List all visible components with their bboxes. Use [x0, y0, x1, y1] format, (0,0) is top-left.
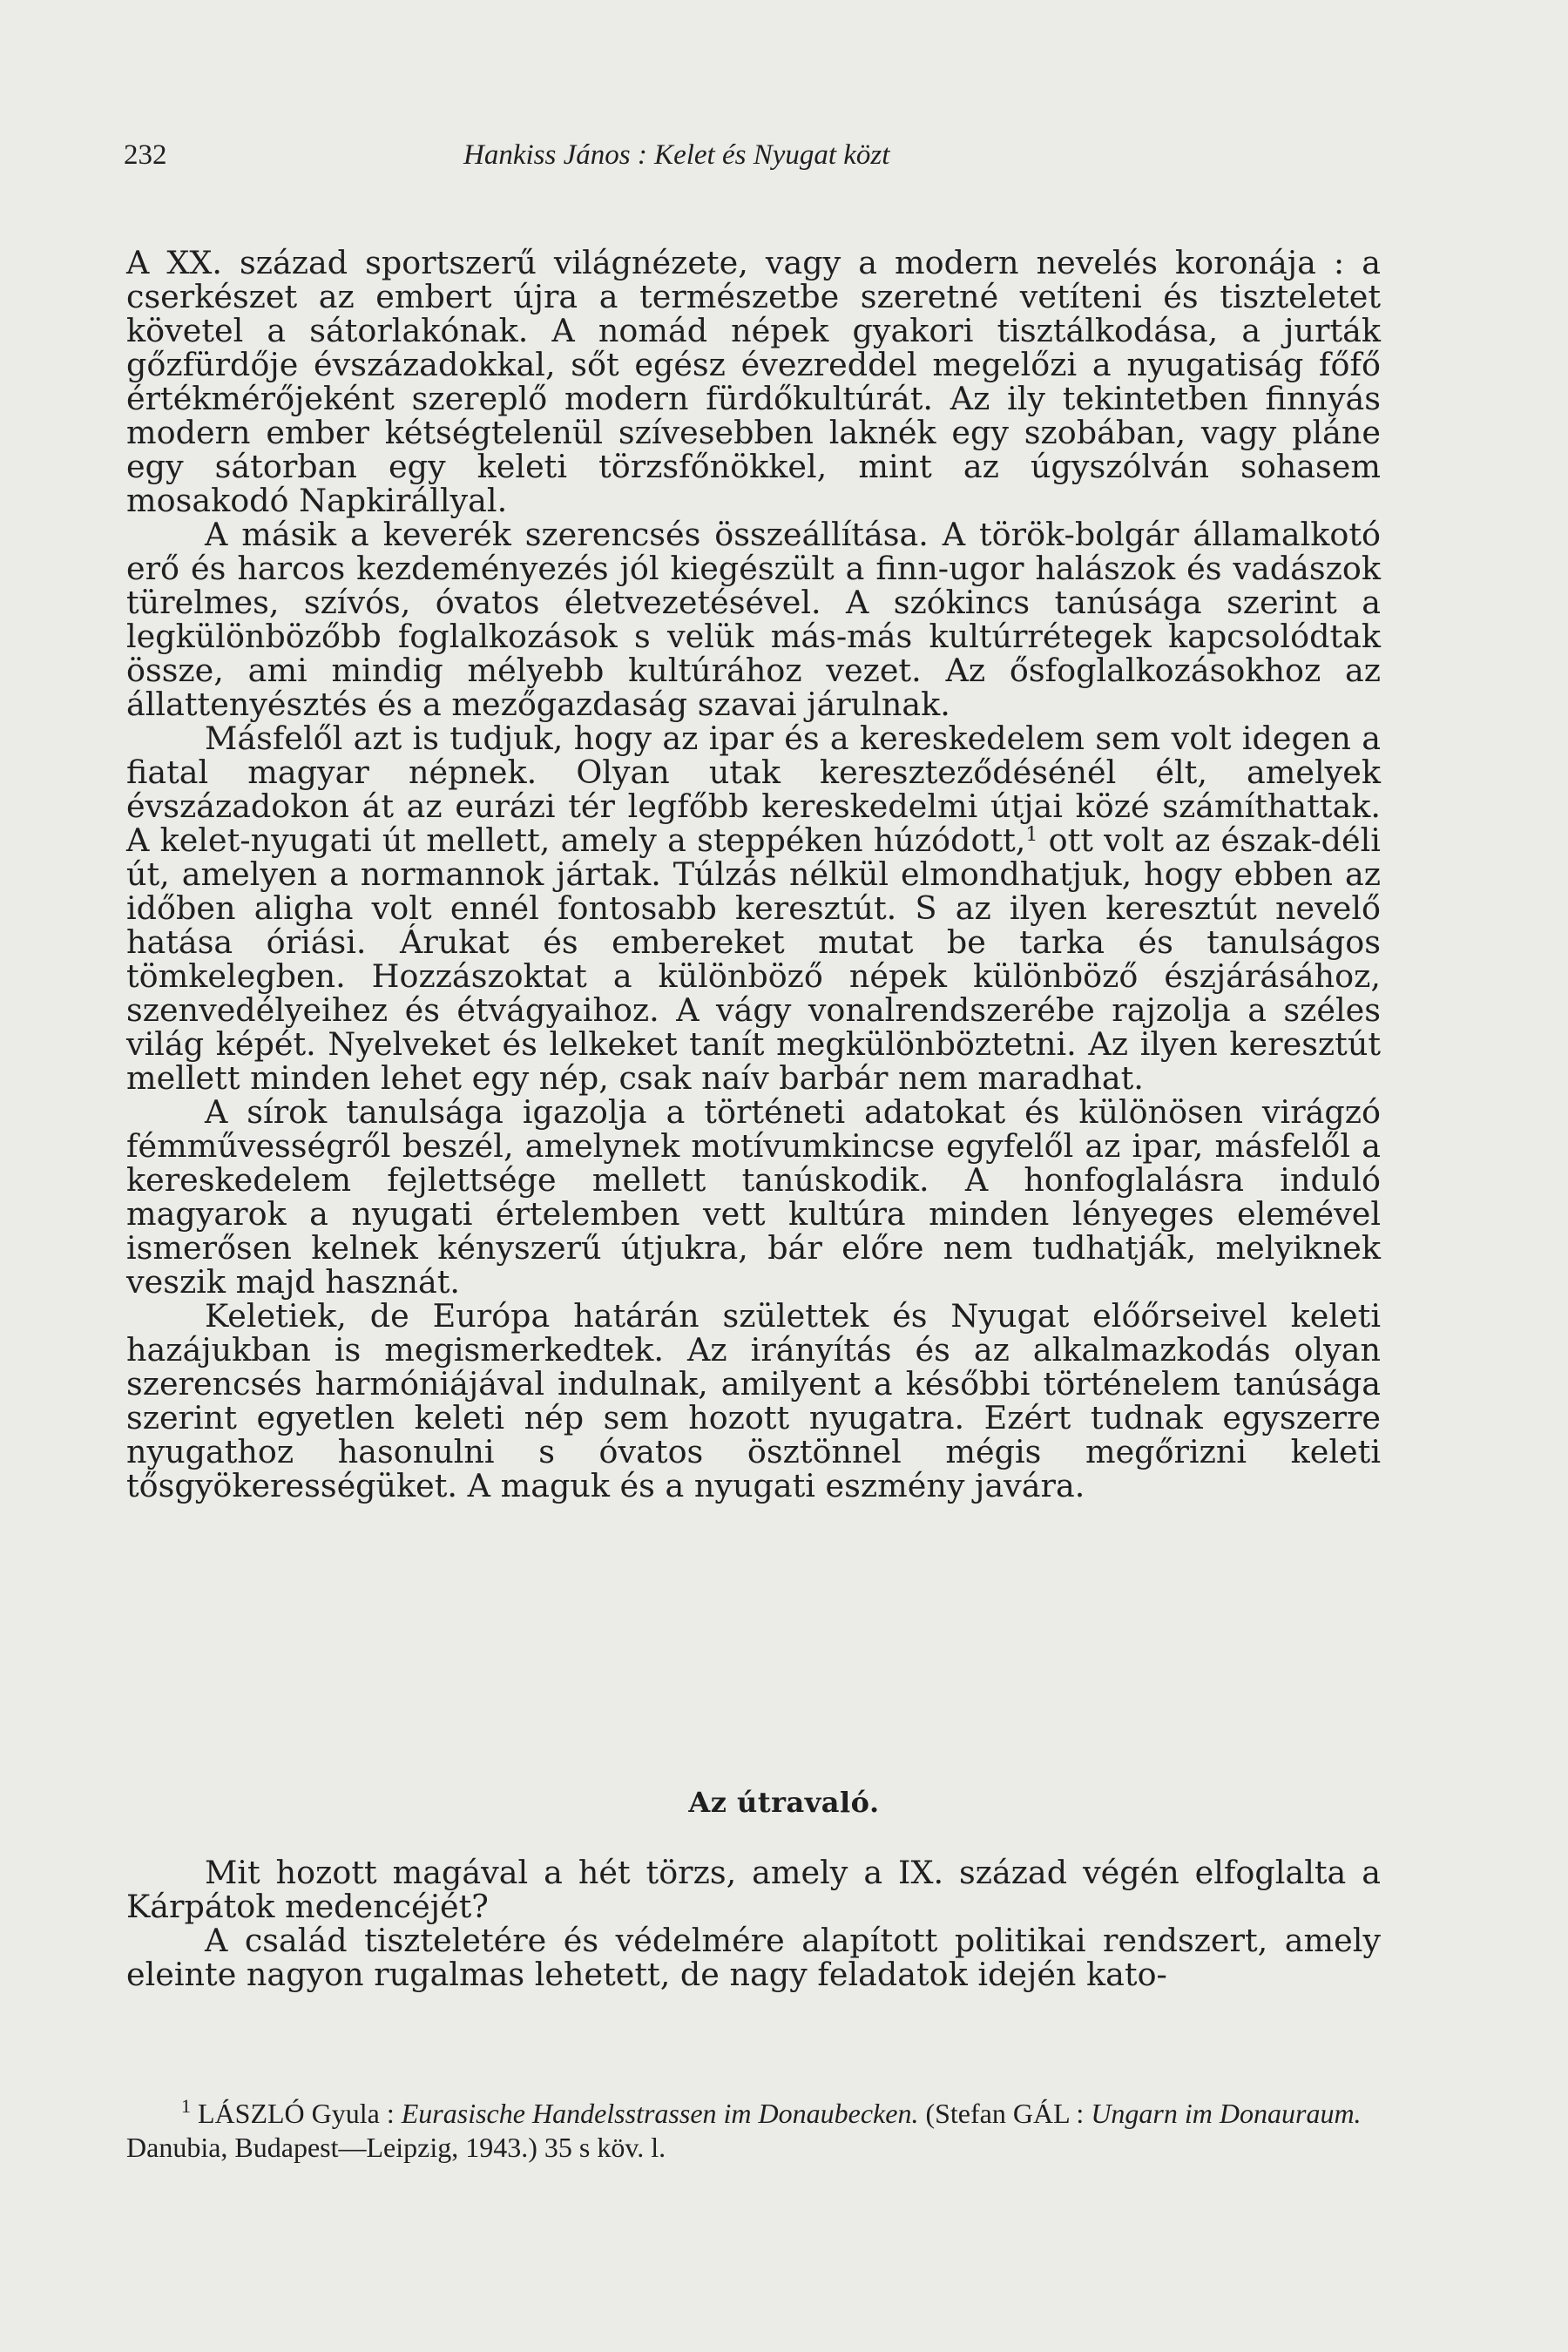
- main-text: [126, 246, 1381, 1503]
- footnote: [126, 2097, 1381, 2165]
- paragraph: A másik a keverék szerencsés összeállítása. A török-bolgár államalkotó erő és harcos kezdeményezés jól kiegészült a finn-ugor halászok és vadászok türelmes, szívós, óvatos életvezetésével. A szókincs tanúsága szerint a legkülönbözőbb foglalkozások s velük más-más kultúrrétegek kapcsolódtak össze, ami mindig mélyebb kultúrához vezet. Az ősfoglalkozásokhoz az állattenyésztés és a mezőgazdaság szavai járulnak.: [126, 516, 1381, 723]
- running-header: [124, 129, 1378, 181]
- footnote-author: LÁSZLÓ Gyula :: [198, 2098, 395, 2129]
- footnote-work-title: Eurasische Handelsstrassen im Donaubecken.: [401, 2098, 919, 2129]
- paragraph: Keletiek, de Európa határán születtek és Nyugat előőrseivel keleti hazájukban is megismerkedtek. Az irányítás és az alkalmazkodás olyan szerencsés harmóniájával indulnak, amilyent a későbbi történelem tanúsága szerint egyetlen keleti nép sem hozott nyugatra. Ezért tudnak egyszerre nyugathoz hasonulni s óvatos ösztönnel mégis megőrizni keleti tősgyökerességüket. A maguk és a nyugati eszmény javára.: [126, 1297, 1381, 1504]
- paragraph: A család tiszteletére és védelmére alapított politikai rendszert, amely eleinte nagyon rugalmas lehetett, de nagy feladatok idején kato-: [126, 1922, 1381, 1993]
- footnote-series-title: Ungarn im Donauraum.: [1091, 2098, 1362, 2129]
- footnote-reference: 1: [1025, 824, 1038, 846]
- paragraph-text: Másfelől azt is tudjuk, hogy az ipar és a kereskedelem sem volt idegen a fiatal magyar népnek. Olyan utak kereszteződésénél élt, amelyek évszázadokon át az eurázi tér legfőbb kereskedelmi útjai közé számíthattak. A kelet-nyugati út mellett, amely a steppéken húzódott,: [126, 720, 1381, 859]
- paragraph: A sírok tanulsága igazolja a történeti adatokat és különösen virágzó fémművességről beszél, amelynek motívumkincse egyfelől az ipar, másfelől a kereskedelem fejlettsége mellett tanúskodik. A honfoglalásra induló magyarok a nyugati értelemben vett kultúra minden lényeges elemével ismerősen kelnek kényszerű útjukra, bár előre nem tudhatják, melyiknek veszik majd hasznát.: [126, 1093, 1381, 1301]
- section-text: [126, 1855, 1381, 1991]
- running-title: Hankiss János : Kelet és Nyugat közt: [463, 139, 890, 171]
- paragraph-text: ott volt az észak-déli út, amelyen a normannok jártak. Túlzás nélkül elmondhatjuk, hogy ebben az időben aligha volt ennél fontosabb keresztút. S az ilyen keresztút nevelő hatása óriási. Árukat és embereket mutat be tarka és tanulságos tömkelegben. Hozzászoktat a különböző népek különböző észjárásához, szenvedélyeihez és étvágyaihoz. A vágy vonalrendszerébe rajzolja a széles világ képét. Nyelveket és lelkeket tanít megkülönböztetni. Az ilyen keresztút mellett minden lehet egy nép, csak naív barbár nem maradhat.: [126, 821, 1381, 1097]
- paragraph: Mit hozott magával a hét törzs, amely a IX. század végén elfoglalta a Kárpátok medencéjét?: [126, 1854, 1381, 1925]
- section-heading: Az útravaló.: [688, 1786, 880, 1819]
- footnote-mark: 1: [181, 2095, 191, 2117]
- footnote-series-open: (Stefan GÁL :: [925, 2098, 1085, 2129]
- paragraph: [126, 721, 1381, 1095]
- page-number: 232: [124, 139, 167, 171]
- footnote-imprint: Danubia, Budapest—Leipzig, 1943.) 35 s köv. l.: [126, 2132, 666, 2163]
- paragraph: A XX. század sportszerű világnézete, vagy a modern nevelés koronája : a cserkészet az embert újra a természetbe szeretné vetíteni és tiszteletet követel a sátorlakónak. A nomád népek gyakori tisztálkodása, a jurták gőzfürdője évszázadokkal, sőt egész évezreddel megelőzi a nyugatiság főfő értékmérőjeként szereplő modern fürdőkultúrát. Az ily tekintetben finnyás modern ember kétségtelenül szívesebben laknék egy szobában, vagy pláne egy sátorban egy keleti törzsfőnökkel, mint az úgyszólván sohasem mosakodó Napkirállyal.: [126, 244, 1381, 519]
- footnote-body: [126, 2097, 1381, 2165]
